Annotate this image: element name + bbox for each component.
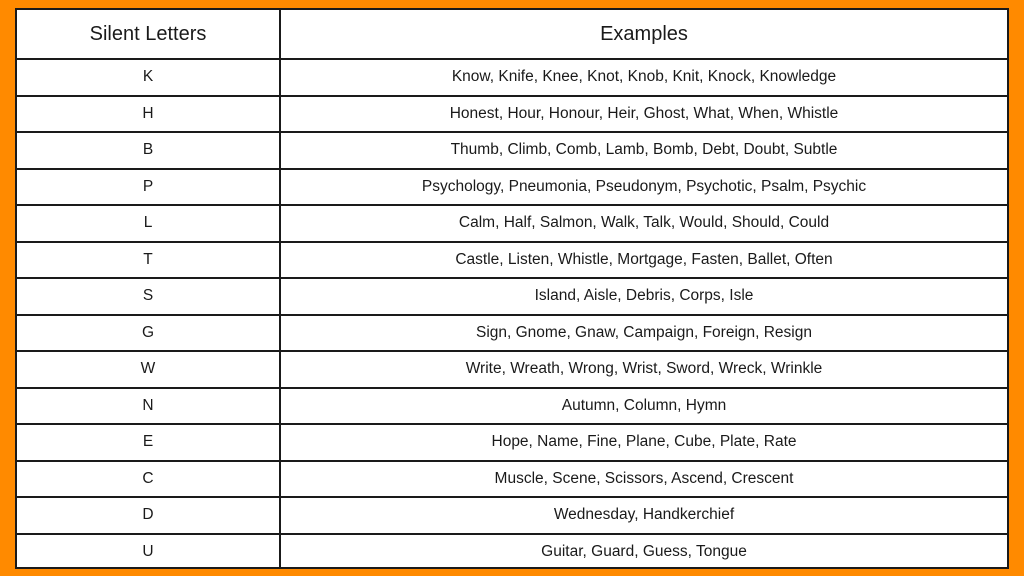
silent-letter-cell: D [17, 497, 280, 534]
examples-cell: Guitar, Guard, Guess, Tongue [280, 534, 1007, 570]
table-row [17, 461, 1007, 498]
silent-letter-cell: P [17, 169, 280, 206]
examples-cell: Wednesday, Handkerchief [280, 497, 1007, 534]
examples-cell: Write, Wreath, Wrong, Wrist, Sword, Wreck, Wrinkle [280, 351, 1007, 388]
table-row [17, 169, 1007, 206]
examples-cell: Muscle, Scene, Scissors, Ascend, Crescent [280, 461, 1007, 498]
examples-cell: Sign, Gnome, Gnaw, Campaign, Foreign, Resign [280, 315, 1007, 352]
header-silent-letters: Silent Letters [17, 10, 280, 59]
table-row [17, 534, 1007, 570]
table-row [17, 132, 1007, 169]
silent-letter-cell: W [17, 351, 280, 388]
silent-letter-cell: E [17, 424, 280, 461]
silent-letter-cell: N [17, 388, 280, 425]
examples-cell: Castle, Listen, Whistle, Mortgage, Fasten, Ballet, Often [280, 242, 1007, 279]
table-row [17, 96, 1007, 133]
silent-letter-cell: S [17, 278, 280, 315]
table-header-row [17, 10, 1007, 59]
table-row [17, 497, 1007, 534]
silent-letter-cell: L [17, 205, 280, 242]
table-row [17, 205, 1007, 242]
examples-cell: Know, Knife, Knee, Knot, Knob, Knit, Knock, Knowledge [280, 59, 1007, 96]
table-row [17, 278, 1007, 315]
examples-cell: Psychology, Pneumonia, Pseudonym, Psychotic, Psalm, Psychic [280, 169, 1007, 206]
silent-letter-cell: B [17, 132, 280, 169]
silent-letters-table-frame [15, 8, 1009, 569]
examples-cell: Calm, Half, Salmon, Walk, Talk, Would, Should, Could [280, 205, 1007, 242]
table-row [17, 315, 1007, 352]
table-row [17, 59, 1007, 96]
silent-letter-cell: T [17, 242, 280, 279]
table-row [17, 242, 1007, 279]
table-row [17, 424, 1007, 461]
examples-cell: Autumn, Column, Hymn [280, 388, 1007, 425]
table-row [17, 388, 1007, 425]
examples-cell: Island, Aisle, Debris, Corps, Isle [280, 278, 1007, 315]
silent-letter-cell: G [17, 315, 280, 352]
table-row [17, 351, 1007, 388]
silent-letter-cell: H [17, 96, 280, 133]
examples-cell: Hope, Name, Fine, Plane, Cube, Plate, Rate [280, 424, 1007, 461]
header-examples: Examples [280, 10, 1007, 59]
silent-letter-cell: U [17, 534, 280, 570]
silent-letter-cell: C [17, 461, 280, 498]
silent-letters-table [17, 10, 1007, 569]
examples-cell: Thumb, Climb, Comb, Lamb, Bomb, Debt, Doubt, Subtle [280, 132, 1007, 169]
silent-letter-cell: K [17, 59, 280, 96]
examples-cell: Honest, Hour, Honour, Heir, Ghost, What, When, Whistle [280, 96, 1007, 133]
